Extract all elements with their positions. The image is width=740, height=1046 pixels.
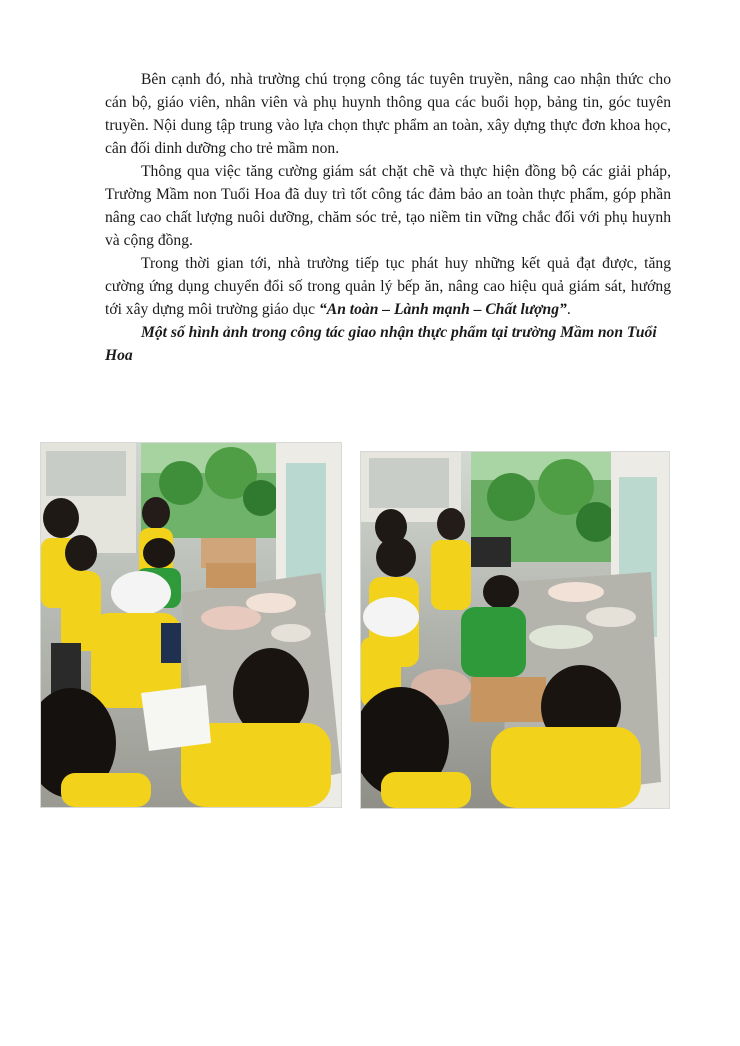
- food-delivery-photo-1: [40, 442, 342, 808]
- motto-emphasis: “An toàn – Lành mạnh – Chất lượng”: [319, 301, 567, 318]
- document-body: [105, 68, 671, 367]
- paragraph-awareness: Bên cạnh đó, nhà trường chú trọng công tác tuyên truyền, nâng cao nhận thức cho cán bộ, giáo viên, nhân viên và phụ huynh thông qua các buổi họp, bảng tin, góc tuyên truyền. Nội dung tập trung vào lựa chọn thực phẩm an toàn, xây dựng thực đơn khoa học, cân đối dinh dưỡng cho trẻ mầm non.: [105, 71, 671, 157]
- paragraph-supervision: Thông qua việc tăng cường giám sát chặt chẽ và thực hiện đồng bộ các giải pháp, Trường Mầm non Tuổi Hoa đã duy trì tốt công tác đảm bảo an toàn thực phẩm, góp phần nâng cao chất lượng nuôi dưỡng, chăm sóc trẻ, tạo niềm tin vững chắc đối với phụ huynh và cộng đồng.: [105, 163, 671, 249]
- paragraph-future-plans-end: .: [566, 301, 571, 318]
- paragraph-future-plans-text: Trong thời gian tới, nhà trường tiếp tục phát huy những kết quả đạt được, tăng cường ứng dụng chuyển đổi số trong quản lý bếp ăn, nâng cao hiệu quả giám sát, hướng tới xây dựng môi trường giáo dục: [105, 255, 671, 318]
- photo-caption: Một số hình ảnh trong công tác giao nhận thực phẩm tại trường Mầm non Tuổi Hoa: [105, 324, 657, 364]
- food-delivery-photo-2: [360, 451, 670, 809]
- paragraph-future-plans: [105, 252, 671, 321]
